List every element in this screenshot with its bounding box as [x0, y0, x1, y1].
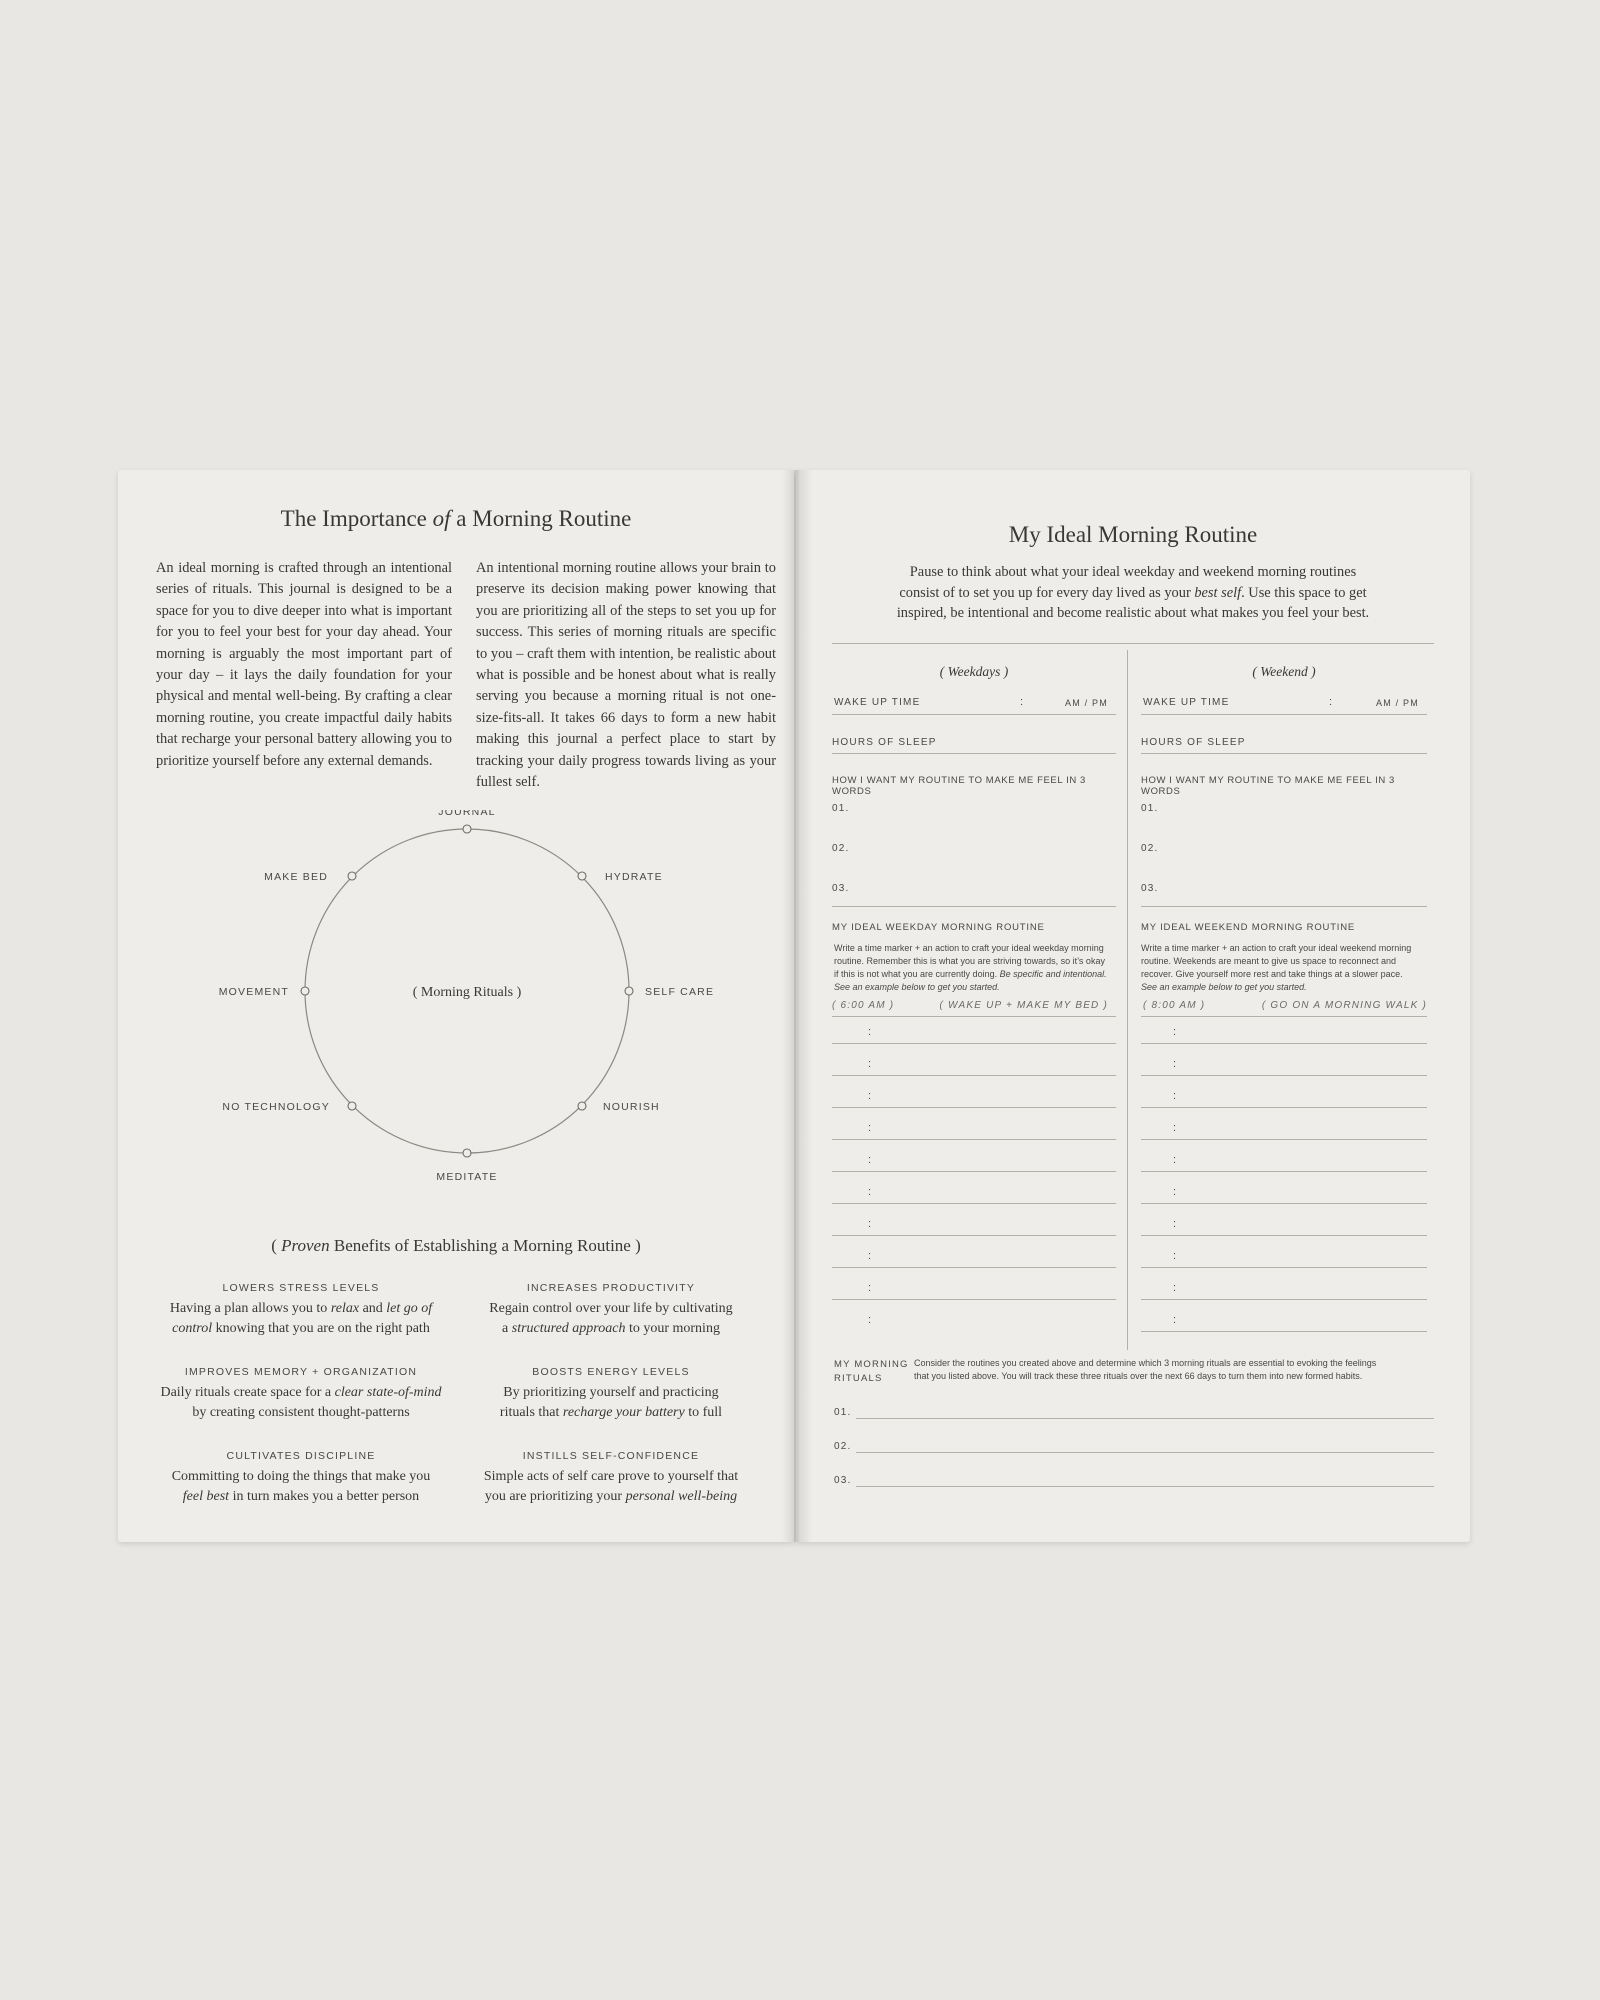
benefit-instills-confidence — [466, 1450, 756, 1507]
weekend-am-pm: AM / PM — [1376, 698, 1419, 708]
benefit-increases-productivity — [466, 1282, 756, 1339]
weekday-example-action: ( WAKE UP + MAKE MY BED ) — [939, 1000, 1108, 1011]
routine-line[interactable] — [1141, 1107, 1427, 1108]
benefit-text: Regain control over your life by cultivating a structured approach to your morning — [489, 1301, 733, 1336]
routine-line[interactable] — [832, 1267, 1116, 1268]
routine-line[interactable] — [832, 1203, 1116, 1204]
wheel-center-label: ( Morning Rituals ) — [412, 985, 522, 1000]
routine-colon: : — [868, 1122, 872, 1134]
benefit-cultivates-discipline — [156, 1450, 446, 1507]
routine-line[interactable] — [832, 1171, 1116, 1172]
routine-colon: : — [868, 1058, 872, 1070]
benefit-boosts-energy — [466, 1366, 756, 1423]
wheel-label-self-care: SELF CARE — [645, 986, 715, 998]
routine-colon: : — [868, 1090, 872, 1102]
routine-line[interactable] — [1141, 1267, 1427, 1268]
wheel-node-journal — [463, 825, 471, 833]
ritual-num-2: 02. — [834, 1441, 852, 1452]
weekend-wake-label: WAKE UP TIME — [1143, 697, 1230, 708]
benefit-heading: BOOSTS ENERGY LEVELS — [532, 1366, 690, 1378]
benefits-title: ( Proven Benefits of Establishing a Morning Routine ) — [271, 1236, 641, 1255]
weekend-feel-label: HOW I WANT MY ROUTINE TO MAKE ME FEEL IN 3 WORDS — [1141, 775, 1395, 797]
routine-line[interactable] — [832, 1075, 1116, 1076]
benefit-heading: INCREASES PRODUCTIVITY — [526, 1282, 696, 1294]
routine-colon: : — [868, 1154, 872, 1166]
routine-line[interactable] — [1141, 1171, 1427, 1172]
weekdays-heading: ( Weekdays ) — [939, 664, 1009, 679]
wheel-node-self-care — [625, 987, 633, 995]
wheel-node-hydrate — [578, 872, 586, 880]
weekday-sleep-line[interactable] — [832, 753, 1116, 754]
morning-rituals-label: MY MORNING RITUALS — [834, 1359, 909, 1384]
weekday-sleep-label: HOURS OF SLEEP — [832, 737, 937, 748]
weekday-feel-num-1: 01. — [832, 803, 850, 814]
weekend-routine-instructions: Write a time marker + an action to craft your ideal weekend morning routine. Weekends are meant to give us space to reconnect and recover. Give yourself more rest and take things at a slower pace. See an example below to get you started. — [1141, 943, 1412, 992]
morning-rituals-wheel — [118, 810, 794, 1190]
weekdays-column — [832, 650, 1116, 1350]
benefit-heading: CULTIVATES DISCIPLINE — [226, 1450, 376, 1462]
wheel-node-no-technology — [348, 1102, 356, 1110]
routine-colon: : — [1173, 1282, 1177, 1294]
routine-line[interactable] — [1141, 1235, 1427, 1236]
weekend-wake-colon: : — [1329, 696, 1333, 708]
right-page-title: My Ideal Morning Routine — [1008, 522, 1258, 547]
benefit-heading: IMPROVES MEMORY + ORGANIZATION — [184, 1366, 418, 1378]
routine-colon: : — [868, 1282, 872, 1294]
benefit-heading: INSTILLS SELF-CONFIDENCE — [522, 1450, 700, 1462]
morning-rituals-instructions: Consider the routines you created above and determine which 3 morning rituals are essential to evoking the feelings that you listed above. You will track these three rituals over the next 66 days to turn them into new formed habits. — [914, 1358, 1377, 1381]
intro-column-1: An ideal morning is crafted through an intentional series of rituals. This journal is designed to be a space for you to dive deeper into what is important for you to feel your best for your day ahead. Your morning is arguably the most important part of your day – it lays the daily foundation for your physical and mental well-being. By crafting a clear morning routine, you create impactful daily habits that recharge your personal battery allowing you to prioritize yourself before any external demands. — [156, 560, 452, 769]
routine-line[interactable] — [1141, 1075, 1427, 1076]
routine-line[interactable] — [1141, 1043, 1427, 1044]
weekend-wake-line[interactable] — [1141, 714, 1427, 715]
right-page-intro: Pause to think about what your ideal weekday and weekend morning routines consist of to set you up for every day lived as your best self. Use this space to get inspired, be intentional and become realistic about what makes you feel your best. — [896, 564, 1370, 621]
weekend-example-line — [1141, 1016, 1427, 1017]
ritual-line-1[interactable] — [856, 1418, 1434, 1419]
weekend-feel-end-line — [1141, 906, 1427, 907]
weekend-feel-num-3: 03. — [1141, 883, 1159, 894]
left-page-title: The Importance of a Morning Routine — [280, 506, 632, 531]
weekday-example-line — [832, 1016, 1116, 1017]
intro-column-2: An intentional morning routine allows your brain to preserve its decision making power knowing that you are prioritizing all of the steps to set you up for success. This series of morning rituals are specific to you – craft them with intention, be realistic about what is possible and be honest about what is really serving you because a morning ritual is not one-size-fits-all. It takes 66 days to form a new habit making this journal a perfect place to start by tracking your daily progress towards living as your fullest self. — [476, 560, 776, 791]
left-page — [118, 470, 794, 1542]
wheel-label-make-bed: MAKE BED — [264, 871, 328, 883]
routine-colon: : — [1173, 1314, 1177, 1326]
routine-colon: : — [1173, 1250, 1177, 1262]
routine-colon: : — [1173, 1058, 1177, 1070]
right-page — [796, 470, 1470, 1542]
weekend-feel-num-1: 01. — [1141, 803, 1159, 814]
routine-colon: : — [1173, 1186, 1177, 1198]
wheel-label-meditate: MEDITATE — [436, 1171, 498, 1183]
weekday-wake-label: WAKE UP TIME — [834, 697, 921, 708]
routine-colon: : — [868, 1186, 872, 1198]
weekday-feel-num-3: 03. — [832, 883, 850, 894]
benefit-heading: LOWERS STRESS LEVELS — [222, 1282, 380, 1294]
weekend-column — [1141, 650, 1427, 1350]
routine-colon: : — [868, 1314, 872, 1326]
ritual-num-3: 03. — [834, 1475, 852, 1486]
wheel-node-movement — [301, 987, 309, 995]
wheel-node-make-bed — [348, 872, 356, 880]
weekend-feel-num-2: 02. — [1141, 843, 1159, 854]
benefit-text: Simple acts of self care prove to yourself that you are prioritizing your personal well-being — [483, 1469, 739, 1504]
weekday-am-pm: AM / PM — [1065, 698, 1108, 708]
form-top-rule — [832, 643, 1434, 644]
routine-line[interactable] — [832, 1139, 1116, 1140]
routine-colon: : — [1173, 1026, 1177, 1038]
routine-line[interactable] — [832, 1043, 1116, 1044]
routine-colon: : — [868, 1250, 872, 1262]
routine-colon: : — [1173, 1218, 1177, 1230]
routine-colon: : — [1173, 1090, 1177, 1102]
ritual-line-3[interactable] — [856, 1486, 1434, 1487]
routine-line[interactable] — [832, 1107, 1116, 1108]
weekday-example-time: ( 6:00 AM ) — [832, 1000, 895, 1011]
weekday-feel-end-line — [832, 906, 1116, 907]
weekday-feel-num-2: 02. — [832, 843, 850, 854]
routine-colon: : — [868, 1026, 872, 1038]
wheel-node-nourish — [578, 1102, 586, 1110]
ritual-line-2[interactable] — [856, 1452, 1434, 1453]
benefit-improves-memory — [156, 1366, 446, 1423]
weekday-wake-colon: : — [1020, 696, 1024, 708]
weekend-heading: ( Weekend ) — [1252, 664, 1316, 679]
wheel-label-movement: MOVEMENT — [218, 986, 289, 998]
form-center-divider — [1127, 650, 1128, 1350]
routine-line[interactable] — [1141, 1299, 1427, 1300]
benefit-text: By prioritizing yourself and practicing rituals that recharge your battery to full — [499, 1385, 723, 1420]
weekday-feel-label: HOW I WANT MY ROUTINE TO MAKE ME FEEL IN 3 WORDS — [832, 775, 1086, 797]
benefit-text: Committing to doing the things that make you feel best in turn makes you a better person — [171, 1469, 431, 1504]
routine-line[interactable] — [1141, 1203, 1427, 1204]
weekday-wake-line[interactable] — [832, 714, 1116, 715]
wheel-node-meditate — [463, 1149, 471, 1157]
routine-colon: : — [868, 1218, 872, 1230]
weekday-routine-instructions: Write a time marker + an action to craft your ideal weekday morning routine. Remember this is what you are striving towards, so it’s okay if this is not what you are currently doing. Be specific and intentional. See an example below to get you started. — [834, 943, 1107, 992]
weekend-example-action: ( GO ON A MORNING WALK ) — [1261, 1000, 1427, 1011]
wheel-label-journal: JOURNAL — [438, 810, 496, 818]
wheel-label-hydrate: HYDRATE — [605, 871, 663, 883]
wheel-label-nourish: NOURISH — [603, 1101, 660, 1113]
weekend-example-time: ( 8:00 AM ) — [1143, 1000, 1206, 1011]
weekday-routine-heading: MY IDEAL WEEKDAY MORNING ROUTINE — [832, 922, 1045, 933]
wheel-label-no-technology: NO TECHNOLOGY — [222, 1101, 330, 1113]
routine-colon: : — [1173, 1154, 1177, 1166]
routine-line[interactable] — [832, 1235, 1116, 1236]
routine-line[interactable] — [832, 1299, 1116, 1300]
open-journal-spread — [118, 470, 1470, 1550]
ritual-num-1: 01. — [834, 1407, 852, 1418]
weekend-sleep-label: HOURS OF SLEEP — [1141, 737, 1246, 748]
book-gutter-shadow — [782, 470, 812, 1542]
routine-colon: : — [1173, 1122, 1177, 1134]
routine-line[interactable] — [1141, 1331, 1427, 1332]
weekend-sleep-line[interactable] — [1141, 753, 1427, 754]
morning-rituals-section — [832, 1350, 1434, 1500]
benefit-text: Having a plan allows you to relax and let go of control knowing that you are on the right path — [169, 1301, 433, 1336]
routine-line[interactable] — [1141, 1139, 1427, 1140]
weekend-routine-heading: MY IDEAL WEEKEND MORNING ROUTINE — [1141, 922, 1356, 933]
wheel-svg — [118, 810, 794, 1190]
benefit-lowers-stress — [156, 1282, 446, 1339]
benefit-text: Daily rituals create space for a clear state-of-mind by creating consistent thought-patterns — [160, 1385, 442, 1420]
